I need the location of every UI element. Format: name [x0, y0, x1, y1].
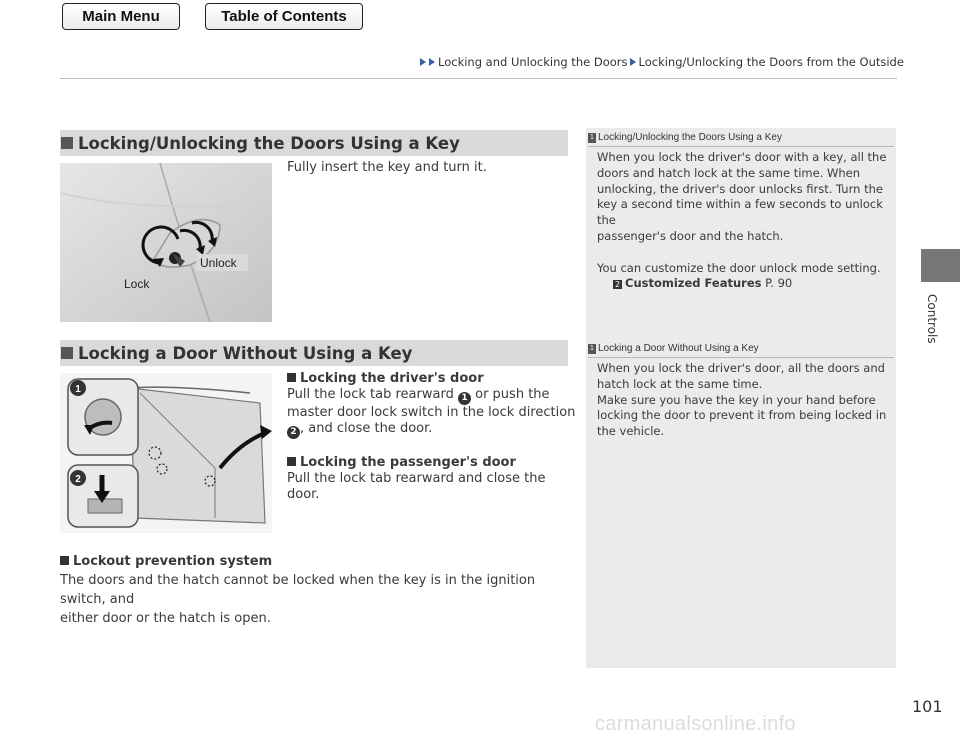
bullet-square-icon — [287, 373, 296, 382]
side-tab-label: Controls — [925, 294, 939, 344]
note2-text: When you lock the driver's door, all the doors and hatch lock at the same time. Make sure you have the key in your hand before locking the door to prevent it from being locked in the vehicle. — [597, 361, 887, 439]
section-heading-key-lock — [60, 130, 568, 156]
side-tab-marker — [921, 249, 960, 282]
step-marker-1: 1 — [458, 392, 471, 405]
header-divider — [60, 78, 897, 79]
passengers-door-body: Pull the lock tab rearward and close the door. — [287, 471, 546, 502]
drivers-door-line-1: Pull the lock tab rearward 1 or push the — [287, 387, 550, 403]
section-heading-text: Locking/Unlocking the Doors Using a Key — [78, 133, 460, 153]
breadcrumb-arrow-icon — [429, 58, 435, 66]
lockout-line-2: either door or the hatch is open. — [60, 611, 271, 626]
note-number-icon: 1 — [588, 133, 596, 143]
drivers-door-line-3: 2 , and close the door. — [287, 421, 577, 439]
heading-square-icon — [61, 137, 73, 149]
bullet-square-icon — [60, 556, 69, 565]
breadcrumb-arrow-icon — [630, 58, 636, 66]
bullet-square-icon — [287, 457, 296, 466]
drivers-door-line-2: master door lock switch in the lock direction — [287, 405, 576, 420]
heading-square-icon — [61, 347, 73, 359]
section1-body: Fully insert the key and turn it. — [287, 160, 487, 175]
note1-text: When you lock the driver's door with a key, all the doors and hatch lock at the same time. When unlocking, the driver's door unlocks first. Turn the key a second time within a few seconds to unlock the passenger's door and the hatch. You can customize the door unlock mode setting. 2 Customized Features P. 90 — [597, 150, 892, 292]
note-number-icon: 1 — [588, 344, 596, 354]
section-heading-text: Locking a Door Without Using a Key — [78, 343, 413, 363]
breadcrumb-part-2: Locking/Unlocking the Doors from the Outside — [638, 55, 904, 69]
section2-body — [287, 371, 577, 503]
breadcrumb — [420, 55, 904, 69]
image-marker-2: 2 — [75, 474, 81, 485]
image-marker-1: 1 — [75, 384, 81, 395]
subheading-lockout: Lockout prevention system — [60, 552, 580, 571]
door-lock-tab-illustration — [60, 373, 272, 533]
table-of-contents-button[interactable]: Table of Contents — [205, 3, 363, 30]
note2-heading: 1 Locking a Door Without Using a Key — [588, 343, 759, 354]
section-heading-lock-without-key — [60, 340, 568, 366]
unlock-label: Unlock — [200, 256, 237, 270]
note1-divider — [588, 146, 894, 147]
page-number: 101 — [912, 697, 943, 716]
note1-heading: 1 Locking/Unlocking the Doors Using a Key — [588, 132, 782, 143]
door-key-lock-illustration — [60, 163, 272, 322]
lockout-section — [60, 552, 580, 628]
lock-label: Lock — [124, 277, 150, 291]
watermark: carmanualsonline.info — [595, 713, 796, 735]
breadcrumb-part-1[interactable]: Locking and Unlocking the Doors — [438, 55, 628, 69]
cross-reference-icon: 2 — [614, 280, 621, 290]
subheading-passengers-door: Locking the passenger's door — [287, 455, 577, 471]
main-menu-button[interactable]: Main Menu — [62, 3, 180, 30]
xref-customized-features[interactable]: 2 Customized Features P. 90 — [614, 276, 793, 291]
step-marker-2: 2 — [287, 426, 300, 439]
breadcrumb-arrow-icon — [420, 58, 426, 66]
note2-divider — [588, 357, 894, 358]
subheading-drivers-door: Locking the driver's door — [287, 371, 577, 387]
lockout-line-1: The doors and the hatch cannot be locked when the key is in the ignition switch, and — [60, 573, 536, 607]
